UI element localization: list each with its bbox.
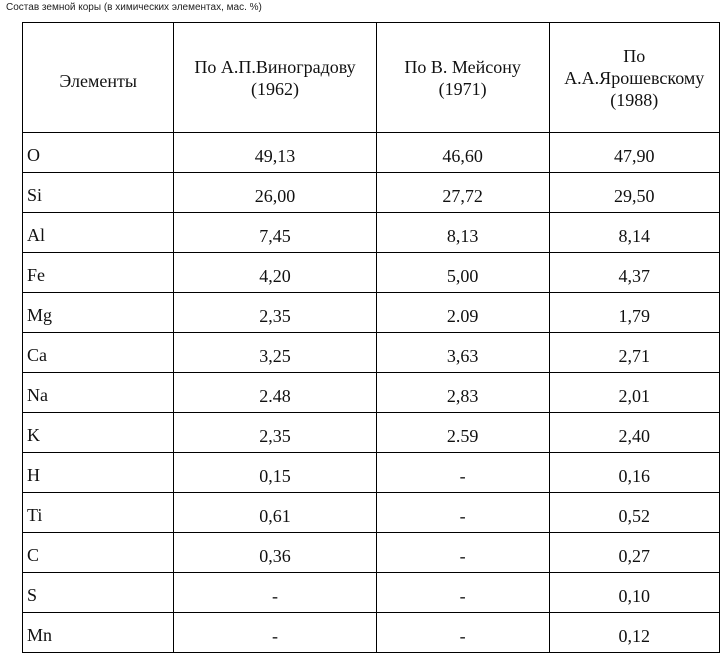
value-cell: 49,13 [174, 133, 377, 173]
value-cell: 3,63 [376, 333, 549, 373]
value-cell: 4,20 [174, 253, 377, 293]
header-yaroshevsky [549, 23, 720, 133]
value-cell: 0,16 [549, 453, 720, 493]
element-symbol-cell: Fe [23, 253, 174, 293]
header-line: (1971) [438, 78, 487, 99]
element-symbol-cell: C [23, 533, 174, 573]
value-cell: 5,00 [376, 253, 549, 293]
element-symbol-cell: O [23, 133, 174, 173]
table-row [23, 213, 720, 253]
value-cell: 0,61 [174, 493, 377, 533]
table-row [23, 453, 720, 493]
table-row [23, 373, 720, 413]
table-row [23, 413, 720, 453]
header-line: (1962) [251, 78, 300, 99]
value-cell: - [376, 453, 549, 493]
header-line: По В. Мейсону [404, 56, 521, 77]
table-caption: Состав земной коры (в химических элементах, мас. %) [6, 2, 262, 13]
header-elements [23, 23, 174, 133]
value-cell: 8,13 [376, 213, 549, 253]
value-cell: 2,01 [549, 373, 720, 413]
element-symbol-cell: S [23, 573, 174, 613]
value-cell: 8,14 [549, 213, 720, 253]
table-row [23, 173, 720, 213]
element-symbol-cell: H [23, 453, 174, 493]
header-line: Элементы [59, 70, 137, 91]
value-cell: 2,35 [174, 293, 377, 333]
table-row [23, 533, 720, 573]
table-row [23, 493, 720, 533]
value-cell: 0,27 [549, 533, 720, 573]
value-cell: - [376, 613, 549, 653]
table-row [23, 133, 720, 173]
value-cell: 3,25 [174, 333, 377, 373]
header-line: По А.П.Виноградову [194, 56, 356, 77]
value-cell: - [376, 573, 549, 613]
composition-table [22, 22, 720, 653]
value-cell: - [376, 533, 549, 573]
value-cell: 4,37 [549, 253, 720, 293]
value-cell: - [174, 573, 377, 613]
value-cell: 2,40 [549, 413, 720, 453]
value-cell: 47,90 [549, 133, 720, 173]
table-row [23, 333, 720, 373]
value-cell: 26,00 [174, 173, 377, 213]
value-cell: 2,71 [549, 333, 720, 373]
header-mason [376, 23, 549, 133]
value-cell: 0,36 [174, 533, 377, 573]
table-row [23, 573, 720, 613]
table-row [23, 293, 720, 333]
value-cell: 46,60 [376, 133, 549, 173]
value-cell: 27,72 [376, 173, 549, 213]
element-symbol-cell: Si [23, 173, 174, 213]
value-cell: - [174, 613, 377, 653]
value-cell: 2,35 [174, 413, 377, 453]
value-cell: 0,10 [549, 573, 720, 613]
element-symbol-cell: Ti [23, 493, 174, 533]
element-symbol-cell: Mn [23, 613, 174, 653]
element-symbol-cell: Ca [23, 333, 174, 373]
element-symbol-cell: Mg [23, 293, 174, 333]
value-cell: 2,83 [376, 373, 549, 413]
value-cell: 2.48 [174, 373, 377, 413]
element-symbol-cell: Al [23, 213, 174, 253]
header-line: По [623, 45, 646, 66]
value-cell: 0,15 [174, 453, 377, 493]
table-row [23, 613, 720, 653]
header-line: (1988) [610, 89, 659, 110]
value-cell: 29,50 [549, 173, 720, 213]
value-cell: 1,79 [549, 293, 720, 333]
value-cell: 2.09 [376, 293, 549, 333]
header-vinogradov [174, 23, 377, 133]
header-line: А.А.Ярошевскому [564, 67, 705, 88]
header-row [23, 23, 720, 133]
value-cell: 7,45 [174, 213, 377, 253]
value-cell: 2.59 [376, 413, 549, 453]
element-symbol-cell: Na [23, 373, 174, 413]
table-row [23, 253, 720, 293]
value-cell: 0,12 [549, 613, 720, 653]
element-symbol-cell: K [23, 413, 174, 453]
value-cell: 0,52 [549, 493, 720, 533]
table-body [23, 133, 720, 653]
value-cell: - [376, 493, 549, 533]
